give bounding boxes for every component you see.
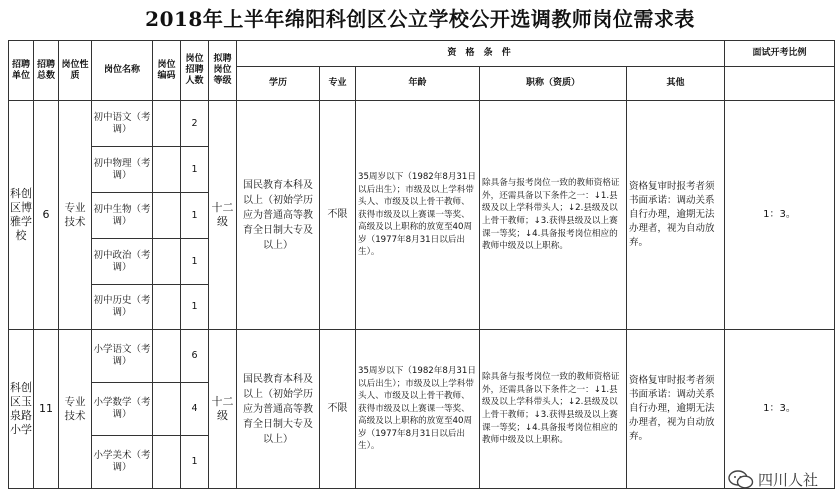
unit-cell: 科创区博雅学校 [9, 101, 34, 330]
position-count-cell: 1 [181, 285, 209, 330]
position-count-cell: 6 [181, 330, 209, 383]
header-position-code: 岗位编码 [153, 41, 181, 101]
position-code-cell [153, 285, 181, 330]
header-grade: 拟聘岗位等级 [209, 41, 237, 101]
nature-cell: 专业技术 [59, 330, 92, 489]
other-cell: 资格复审时报考者须书面承诺：调动关系自行办理，逾期无法办理者，视为自动放弃。 [627, 101, 725, 330]
position-code-cell [153, 147, 181, 193]
watermark-text: 四川人社 [757, 471, 818, 489]
position-name-cell: 初中历史（考调） [92, 285, 153, 330]
page-title: 2018年上半年绵阳科创区公立学校公开选调教师岗位需求表 [145, 7, 695, 31]
total-cell: 6 [34, 101, 59, 330]
position-name-cell: 小学数学（考调） [92, 383, 153, 436]
header-education: 学历 [237, 67, 320, 101]
major-cell: 不限 [320, 101, 356, 330]
position-count-cell: 4 [181, 383, 209, 436]
position-name-cell: 小学语文（考调） [92, 330, 153, 383]
ratio-cell: 1：3。 [725, 330, 835, 489]
header-qualification: 资 格 条 件 [237, 41, 725, 67]
header-nature: 岗位性质 [59, 41, 92, 101]
position-count-cell: 1 [181, 147, 209, 193]
wechat-bubble-icon [728, 470, 754, 490]
title-req-cell: 除具备与报考岗位一致的教师资格证外，还需具备以下条件之一：↓1.县级及以上学科带头人；↓2.县级及以上骨干教师；↓3.获得县级及以上赛课一等奖；↓4.具备报考岗位相应的教师中级及以上职称。 [480, 330, 627, 489]
education-cell: 国民教育本科及以上（初始学历应为普通高等教育全日制大专及以上） [237, 330, 320, 489]
ratio-cell: 1：3。 [725, 101, 835, 330]
header-row-1 [9, 41, 835, 67]
major-cell: 不限 [320, 330, 356, 489]
position-count-cell: 1 [181, 193, 209, 239]
header-other: 其他 [627, 67, 725, 101]
position-name-cell: 小学美术（考调） [92, 436, 153, 489]
position-code-cell [153, 101, 181, 147]
position-count-cell: 2 [181, 101, 209, 147]
position-code-cell [153, 436, 181, 489]
watermark [728, 469, 818, 490]
position-name-cell: 初中生物（考调） [92, 193, 153, 239]
header-age: 年龄 [356, 67, 480, 101]
table-row [9, 330, 835, 383]
requirements-table [8, 40, 835, 489]
education-cell: 国民教育本科及以上（初始学历应为普通高等教育全日制大专及以上） [237, 101, 320, 330]
position-name-cell: 初中政治（考调） [92, 239, 153, 285]
position-count-cell: 1 [181, 239, 209, 285]
position-code-cell [153, 330, 181, 383]
header-ratio: 面试开考比例 [725, 41, 835, 67]
position-count-cell: 1 [181, 436, 209, 489]
age-cell: 35周岁以下（1982年8月31日以后出生）；市级及以上学科带头人、市级及以上骨干教师、获得市级及以上赛课一等奖、高级及以上职称的放宽至40周岁（1977年8月31日以后出生）。 [356, 330, 480, 489]
grade-cell: 十二级 [209, 101, 237, 330]
header-title-req: 职称（资质） [480, 67, 627, 101]
position-code-cell [153, 239, 181, 285]
position-name-cell: 初中语文（考调） [92, 101, 153, 147]
header-unit: 招聘单位 [9, 41, 34, 101]
nature-cell: 专业技术 [59, 101, 92, 330]
title-req-cell: 除具备与报考岗位一致的教师资格证外，还需具备以下条件之一：↓1.县级及以上学科带头人；↓2.县级及以上骨干教师；↓3.获得县级及以上赛课一等奖；↓4.具备报考岗位相应的教师中级及以上职称。 [480, 101, 627, 330]
position-code-cell [153, 193, 181, 239]
total-cell: 11 [34, 330, 59, 489]
header-major: 专业 [320, 67, 356, 101]
header-position-name: 岗位名称 [92, 41, 153, 101]
unit-cell: 科创区玉泉路小学 [9, 330, 34, 489]
other-cell: 资格复审时报考者须书面承诺：调动关系自行办理，逾期无法办理者，视为自动放弃。 [627, 330, 725, 489]
header-ratio-blank [725, 67, 835, 101]
grade-cell: 十二级 [209, 330, 237, 489]
header-recruit-count: 岗位招聘人数 [181, 41, 209, 101]
table-row [9, 101, 835, 147]
age-cell: 35周岁以下（1982年8月31日以后出生）；市级及以上学科带头人、市级及以上骨干教师、获得市级及以上赛课一等奖、高级及以上职称的放宽至40周岁（1977年8月31日以后出生）。 [356, 101, 480, 330]
header-total: 招聘总数 [34, 41, 59, 101]
position-name-cell: 初中物理（考调） [92, 147, 153, 193]
position-code-cell [153, 383, 181, 436]
